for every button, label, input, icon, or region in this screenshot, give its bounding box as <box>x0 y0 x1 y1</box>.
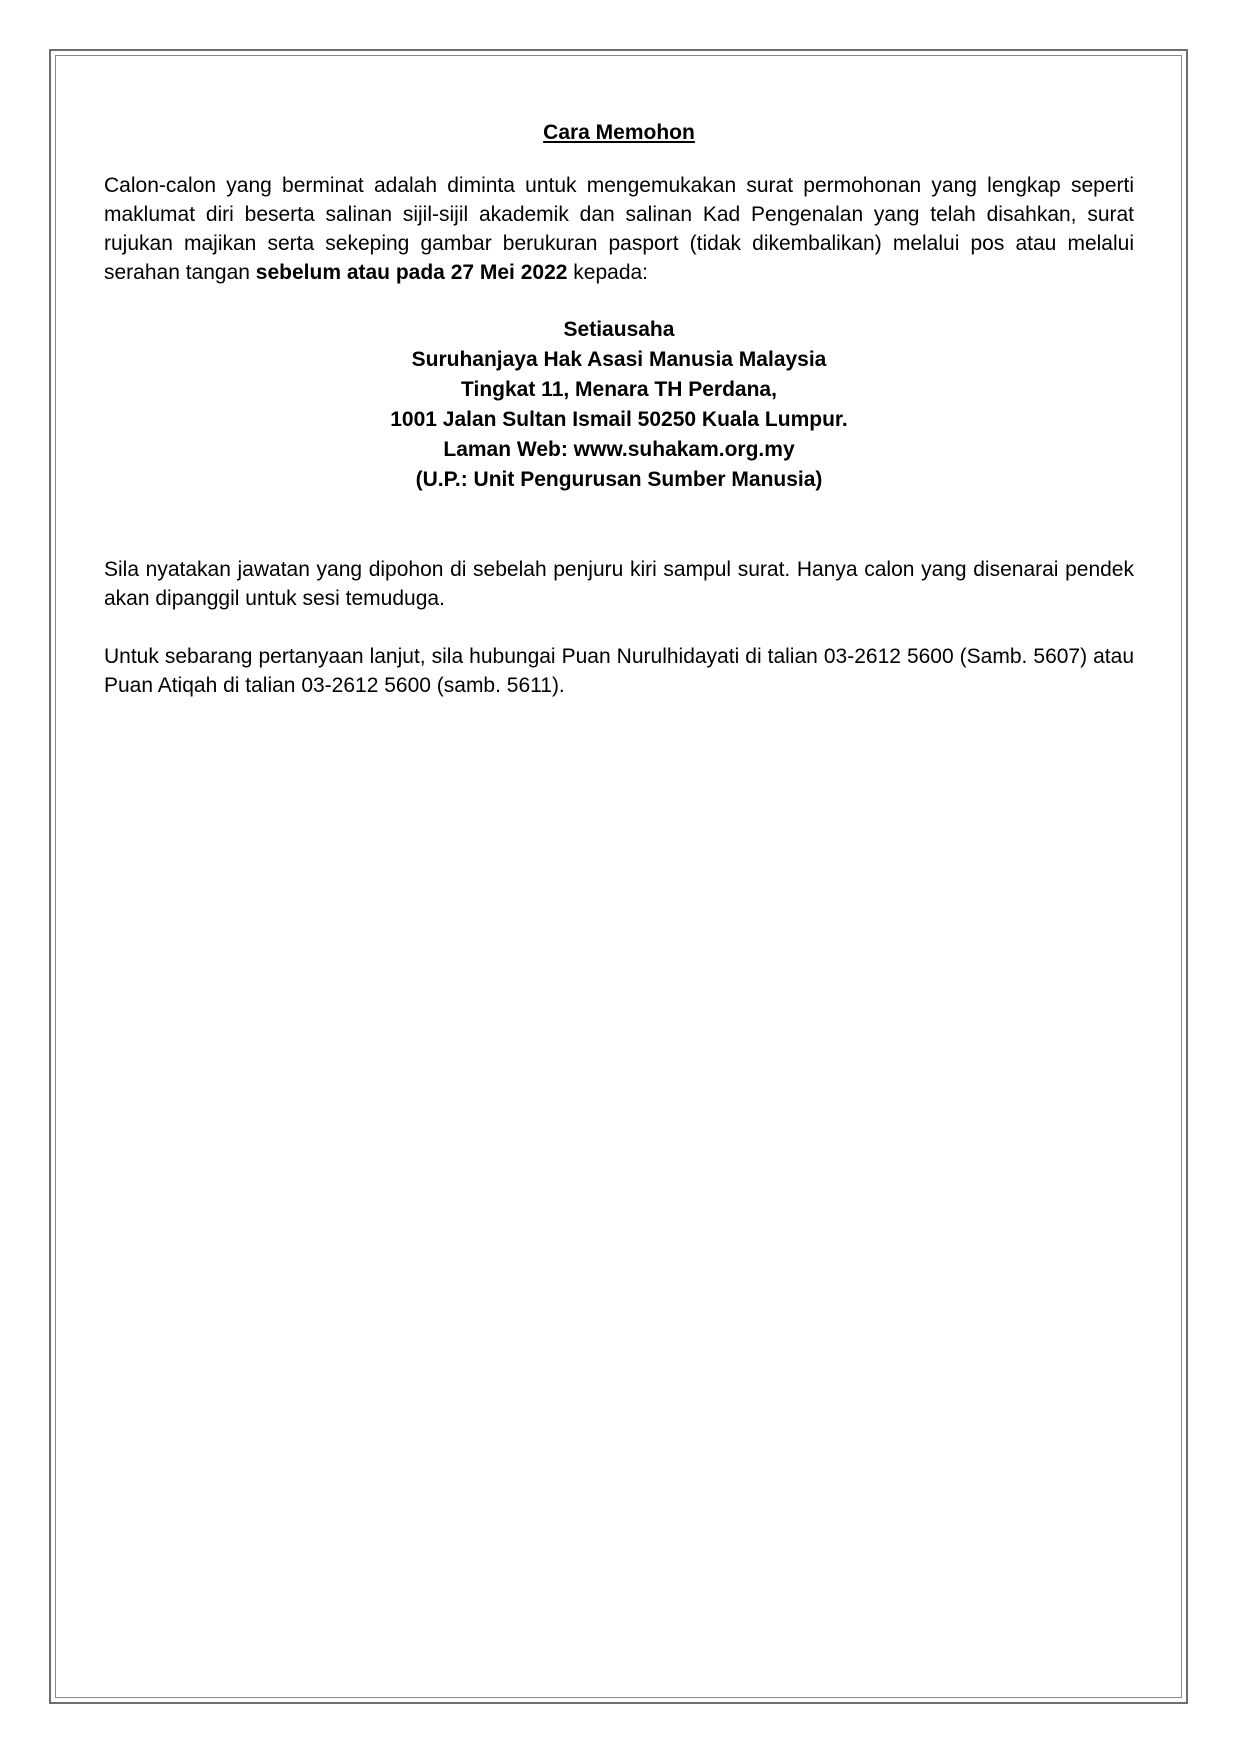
address-line-title: Setiausaha <box>563 318 675 341</box>
address-line-street: 1001 Jalan Sultan Ismail 50250 Kuala Lumpur. <box>390 408 848 431</box>
address-block <box>104 315 1134 495</box>
address-line-website: Laman Web: www.suhakam.org.my <box>443 438 795 461</box>
document-body <box>104 118 1134 700</box>
address-line-attention: (U.P.: Unit Pengurusan Sumber Manusia) <box>415 468 823 491</box>
intro-text: Calon-calon yang berminat adalah diminta untuk mengemukakan surat permohonan yang lengkap seperti maklumat diri beserta salinan sijil-sijil akademik dan salinan Kad Pengenalan yang telah disahkan, surat rujukan majikan serta sekeping gambar berukuran pasport (tidak dikembalikan) melalui pos atau melalui serahan tangan <box>104 174 1134 284</box>
intro-text-end: kepada: <box>567 261 649 284</box>
document-heading: Cara Memohon <box>543 121 695 144</box>
address-line-building: Tingkat 11, Menara TH Perdana, <box>461 378 777 401</box>
intro-paragraph <box>104 171 1134 287</box>
instruction-paragraph: Sila nyatakan jawatan yang dipohon di sebelah penjuru kiri sampul surat. Hanya calon yang disenarai pendek akan dipanggil untuk sesi temuduga. <box>104 558 1134 610</box>
contact-paragraph: Untuk sebarang pertanyaan lanjut, sila hubungai Puan Nurulhidayati di talian 03-2612 5600 (Samb. 5607) atau Puan Atiqah di talian 03-2612 5600 (samb. 5611). <box>104 645 1134 697</box>
address-line-organisation: Suruhanjaya Hak Asasi Manusia Malaysia <box>411 348 827 371</box>
deadline-text: sebelum atau pada 27 Mei 2022 <box>255 261 568 284</box>
